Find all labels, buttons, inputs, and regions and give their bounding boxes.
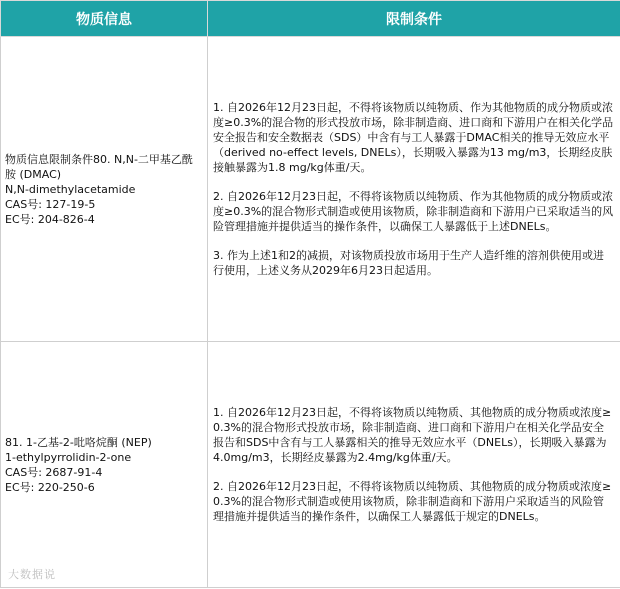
- restriction-conditions-cell: [208, 342, 620, 588]
- substance-cas: CAS号: 127-19-5: [5, 197, 96, 211]
- substance-cas: CAS号: 2687-91-4: [5, 465, 103, 479]
- substance-info-cell: [1, 37, 208, 342]
- table-row: [1, 342, 620, 588]
- condition-paragraph: 2. 自2026年12月23日起，不得将该物质以纯物质、作为其他物质的成分物质或浓度≥0.3%的混合物形式制造或使用该物质，除非制造商和下游用户已采取适当的风险管理措施并提供适当的操作条件，以确保工人暴露低于上述DNELs。: [213, 190, 614, 233]
- condition-paragraph: 3. 作为上述1和2的减损，对该物质投放市场用于生产人造纤维的溶剂供使用或进行使用，上述义务从2029年6月23日起适用。: [213, 249, 604, 277]
- condition-paragraph: 2. 自2026年12月23日起，不得将该物质以纯物质、其他物质的成分物质或浓度≥0.3%的混合物形式制造或使用该物质，除非制造商和下游用户采取适当的风险管理措施并提供适当的操作条件，以确保工人暴露低于规定的DNELs。: [213, 480, 612, 523]
- table-row: [1, 37, 620, 342]
- substance-english-name: 1-ethylpyrrolidin-2-one: [5, 450, 132, 464]
- substance-name: 81. 1-乙基-2-吡咯烷酮 (NEP): [5, 435, 152, 449]
- substance-name: 物质信息限制条件80. N,N-二甲基乙酰胺 (DMAC): [5, 152, 193, 181]
- header-substance-info: 物质信息: [1, 1, 208, 37]
- substance-ec: EC号: 220-250-6: [5, 480, 95, 494]
- condition-paragraph: 1. 自2026年12月23日起，不得将该物质以纯物质、其他物质的成分物质或浓度≥0.3%的混合物形式投放市场，除非制造商、进口商和下游用户在相关化学品安全报告和SDS中含有与工人暴露相关的推导无效应水平（DNELs），长期吸入暴露为4.0mg/m3，长期经皮暴露为2.4mg/kg体重/天。: [213, 406, 612, 464]
- restriction-conditions-cell: [208, 37, 620, 342]
- header-restriction-conditions: 限制条件: [208, 1, 620, 37]
- substance-info-cell: [1, 342, 208, 588]
- table-header-row: [1, 1, 620, 37]
- condition-paragraph: 1. 自2026年12月23日起，不得将该物质以纯物质、作为其他物质的成分物质或浓度≥0.3%的混合物的形式投放市场，除非制造商、进口商和下游用户在相关化学品安全报告和安全数据表（SDS）中含有与工人暴露于DMAC相关的推导无效应水平（derived no-effect levels, DNELs），长期吸入暴露为13 mg/m3，长期经皮肤接触暴露为1.8 mg/kg体重/天。: [213, 101, 614, 174]
- substance-english-name: N,N-dimethylacetamide: [5, 182, 136, 196]
- substance-ec: EC号: 204-826-4: [5, 212, 95, 226]
- watermark: 大数据说: [8, 568, 56, 581]
